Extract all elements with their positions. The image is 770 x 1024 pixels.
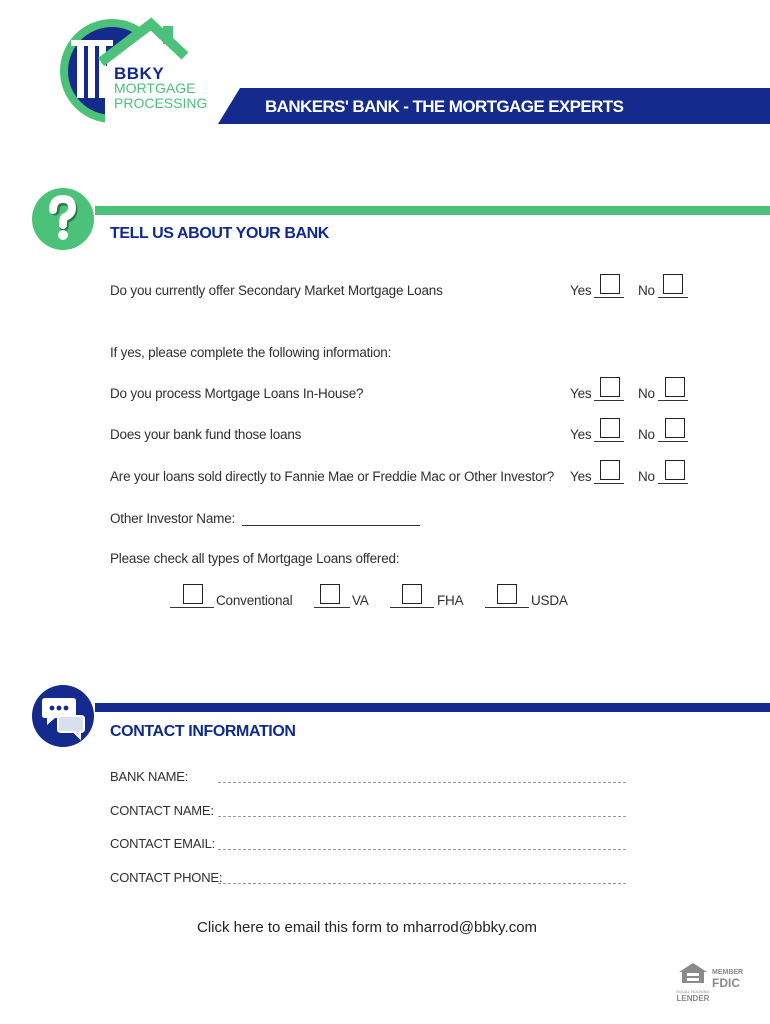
q2-yes-underline bbox=[594, 400, 624, 401]
header-banner bbox=[218, 88, 770, 124]
q2-yes-label: Yes bbox=[570, 386, 592, 401]
q4-no-label: No bbox=[638, 469, 655, 484]
loan-type-usda-label: USDA bbox=[531, 593, 568, 608]
loan-type-conventional-underline bbox=[170, 607, 214, 608]
q1-no-checkbox[interactable] bbox=[663, 274, 683, 294]
q4-no-underline bbox=[658, 483, 688, 484]
bank-name-field[interactable] bbox=[218, 782, 626, 783]
q4-no-checkbox[interactable] bbox=[665, 460, 685, 480]
q3-text: Does your bank fund those loans bbox=[110, 427, 302, 442]
q2-text: Do you process Mortgage Loans In-House? bbox=[110, 386, 364, 401]
loan-type-fha-checkbox[interactable] bbox=[402, 584, 422, 604]
contact-name-field[interactable] bbox=[218, 816, 626, 817]
q2-yes-checkbox[interactable] bbox=[600, 377, 620, 397]
contact-email-label: CONTACT EMAIL: bbox=[110, 836, 216, 851]
logo-line-1: BBKY bbox=[114, 64, 165, 83]
q1-yes-underline bbox=[594, 297, 624, 298]
q1-yes-checkbox[interactable] bbox=[600, 274, 620, 294]
section-1-rule bbox=[95, 206, 770, 215]
logo-line-2: MORTGAGE bbox=[114, 80, 196, 96]
q1-yes-label: Yes bbox=[570, 283, 592, 298]
other-investor-field[interactable] bbox=[242, 525, 420, 526]
logo-line-3: PROCESSING bbox=[114, 95, 208, 111]
bank-name-label: BANK NAME: bbox=[110, 769, 189, 784]
logo-text bbox=[114, 66, 207, 111]
loan-type-conventional-checkbox[interactable] bbox=[183, 584, 203, 604]
q2-no-label: No bbox=[638, 386, 655, 401]
email-form-link[interactable]: Click here to email this form to mharrod@bbky.com bbox=[197, 919, 538, 936]
intro-text: If yes, please complete the following information: bbox=[110, 345, 392, 360]
q3-yes-checkbox[interactable] bbox=[600, 418, 620, 438]
contact-email-field[interactable] bbox=[218, 849, 626, 850]
loan-type-va-underline bbox=[314, 607, 350, 608]
section-1-icon-badge bbox=[31, 187, 95, 251]
q2-no-underline bbox=[658, 400, 688, 401]
loan-type-usda-checkbox[interactable] bbox=[497, 584, 517, 604]
q4-yes-checkbox[interactable] bbox=[600, 460, 620, 480]
member-fdic-badge bbox=[712, 968, 743, 988]
header-banner-text: BANKERS' BANK - THE MORTGAGE EXPERTS bbox=[265, 97, 624, 116]
loan-type-conventional-label: Conventional bbox=[216, 593, 293, 608]
other-investor-label: Other Investor Name: bbox=[110, 511, 236, 526]
equal-housing-lender-badge bbox=[676, 962, 710, 1003]
contact-phone-field[interactable] bbox=[218, 883, 626, 884]
q4-yes-label: Yes bbox=[570, 469, 592, 484]
q2-no-checkbox[interactable] bbox=[665, 377, 685, 397]
ehl-line-2: LENDER bbox=[676, 994, 710, 1003]
q3-no-underline bbox=[658, 441, 688, 442]
loan-types-prompt: Please check all types of Mortgage Loans offered: bbox=[110, 551, 400, 566]
section-2-icon-badge bbox=[31, 684, 95, 748]
loan-type-fha-label: FHA bbox=[437, 593, 464, 608]
loan-type-fha-underline bbox=[390, 607, 434, 608]
section-2-title: CONTACT INFORMATION bbox=[110, 723, 296, 740]
question-icon bbox=[31, 187, 95, 251]
ehl-line-1: EQUAL HOUSING bbox=[676, 989, 710, 994]
fdic-line-2: FDIC bbox=[712, 976, 740, 990]
contact-phone-label: CONTACT PHONE: bbox=[110, 870, 223, 885]
loan-type-usda-underline bbox=[485, 607, 529, 608]
q4-text: Are your loans sold directly to Fannie Mae or Freddie Mac or Other Investor? bbox=[110, 469, 555, 484]
q3-no-label: No bbox=[638, 427, 655, 442]
q4-yes-underline bbox=[594, 483, 624, 484]
house-icon bbox=[678, 962, 708, 984]
q3-yes-underline bbox=[594, 441, 624, 442]
q3-no-checkbox[interactable] bbox=[665, 418, 685, 438]
loan-type-va-checkbox[interactable] bbox=[320, 584, 340, 604]
chat-bubbles-icon bbox=[31, 684, 95, 748]
section-2-rule bbox=[95, 703, 770, 712]
section-1-title: TELL US ABOUT YOUR BANK bbox=[110, 225, 329, 242]
fdic-line-1: MEMBER bbox=[712, 969, 744, 976]
contact-name-label: CONTACT NAME: bbox=[110, 803, 214, 818]
loan-type-va-label: VA bbox=[352, 593, 369, 608]
q1-no-underline bbox=[658, 297, 688, 298]
q3-yes-label: Yes bbox=[570, 427, 592, 442]
q1-no-label: No bbox=[638, 283, 655, 298]
q1-text: Do you currently offer Secondary Market Mortgage Loans bbox=[110, 283, 443, 298]
